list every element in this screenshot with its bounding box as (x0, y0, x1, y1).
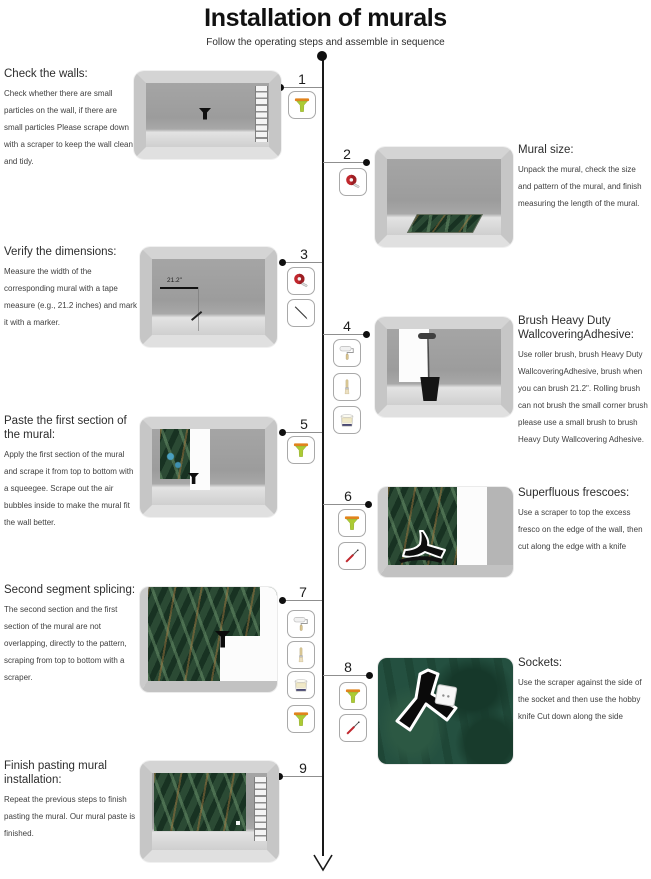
scraper-silhouette-icon (186, 471, 202, 487)
step-6-number: 6 (344, 488, 352, 504)
step-8-body: Use the scraper against the side of the socket and then use the hobby knife Cut down along the side (518, 678, 642, 721)
step-9-text (4, 759, 141, 842)
step-5-dot (279, 429, 286, 436)
step-4-dot (363, 331, 370, 338)
step-2-connector (323, 162, 367, 163)
step-3-connector (284, 262, 322, 263)
mural-roll (407, 214, 483, 233)
step-7-image (140, 587, 277, 692)
marker-mark (191, 311, 202, 321)
step-7-number: 7 (299, 584, 307, 600)
timeline-arrow-icon (311, 852, 335, 874)
step-2-image (375, 147, 513, 247)
roller-brush-icon (287, 610, 315, 638)
step-7-body: The second section and the first section of the mural are not overlapping, directly to the pattern, scraping from top to bottom with a scraper. (4, 605, 127, 682)
squeegee-icon (287, 436, 315, 464)
scraper-silhouette-icon (196, 105, 214, 123)
roller-brush-icon (333, 339, 361, 367)
tape-measure-icon (339, 168, 367, 196)
timeline-start-dot (317, 51, 327, 61)
step-1-body: Check whether there are small particles on the wall, if there are small particles Please scrape down with a scraper to keep the wall clean and tidy. (4, 89, 133, 166)
finished-mural (154, 773, 246, 831)
tape-measure-icon (287, 267, 315, 295)
step-3-number: 3 (300, 246, 308, 262)
squeegee-icon (288, 91, 316, 119)
step-6-connector (323, 504, 368, 505)
step-4-number: 4 (343, 318, 351, 334)
step-4-text (518, 314, 651, 448)
step-9-body: Repeat the previous steps to finish pasting the mural. Our mural paste is finished. (4, 795, 136, 838)
step-8-image (378, 658, 513, 764)
dimension-line (160, 287, 198, 289)
step-4-connector (323, 334, 367, 335)
step-3-dot (279, 259, 286, 266)
step-6-text (518, 486, 651, 555)
ladder (254, 777, 267, 841)
step-7-connector (284, 600, 322, 601)
step-1-connector (281, 87, 322, 88)
scraper-silhouette-icon (384, 664, 494, 760)
adhesive-bucket-icon (333, 406, 361, 434)
step-9-heading: Finish pasting mural installation: (4, 760, 107, 786)
step-9-connector (281, 776, 322, 777)
step-5-text (4, 414, 139, 531)
step-9-image (140, 761, 279, 862)
step-3-heading: Verify the dimensions: (4, 246, 117, 258)
step-3-text (4, 245, 141, 331)
step-6-heading: Superfluous frescoes: (518, 487, 630, 499)
flat-brush-icon (333, 373, 361, 401)
socket (435, 684, 457, 706)
step-1-heading: Check the walls: (4, 68, 88, 80)
step-5-body: Apply the first section of the mural and scrape it from top to bottom with a squeegee. Scrape out the air bubbles inside to make the mural fit the wall better. (4, 450, 134, 527)
step-7-text (4, 583, 141, 686)
ladder (255, 86, 268, 142)
step-1-number: 1 (298, 71, 306, 87)
knife-icon (338, 542, 366, 570)
step-2-heading: Mural size: (518, 144, 574, 156)
step-5-image (140, 417, 277, 517)
scraper-silhouette-icon (213, 628, 233, 650)
step-2-number: 2 (343, 146, 351, 162)
step-2-text (518, 143, 651, 212)
scraper-silhouette-icon (393, 529, 469, 565)
step-5-number: 5 (300, 416, 308, 432)
page-subtitle: Follow the operating steps and assemble in sequence (206, 37, 445, 48)
page-title: Installation of murals (204, 4, 447, 32)
squeegee-icon (338, 509, 366, 537)
step-5-connector (284, 432, 322, 433)
step-8-dot (366, 672, 373, 679)
flat-brush-icon (287, 641, 315, 669)
step-6-body: Use a scraper to top the excess fresco on the edge of the wall, then cut along the edge with a knife (518, 508, 643, 551)
adhesive-bucket-icon (287, 671, 315, 699)
step-1-text (4, 67, 137, 170)
step-2-dot (363, 159, 370, 166)
timeline-line (322, 56, 324, 856)
step-8-number: 8 (344, 659, 352, 675)
step-6-image (378, 487, 513, 577)
step-3-body: Measure the width of the corresponding mural with a tape measure (e.g., 21.2 inches) and mark it with a marker. (4, 267, 137, 327)
step-6-dot (365, 501, 372, 508)
step-4-image (375, 317, 513, 417)
paint-bucket (419, 377, 441, 401)
knife-icon (339, 714, 367, 742)
dimension-label: 21.2" (167, 277, 182, 284)
step-7-dot (279, 597, 286, 604)
step-8-heading: Sockets: (518, 657, 563, 669)
step-4-body: Use roller brush, brush Heavy Duty WallcoveringAdhesive, brush when you can brush 21.2". Rolling brush can not brush the small corner brush please use a small brush to brush Heavy Duty Wallcovering Adhesive. (518, 350, 648, 444)
step-5-heading: Paste the first section of the mural: (4, 415, 127, 441)
step-2-body: Unpack the mural, check the size and pattern of the mural, and finish measuring the length of the mural. (518, 165, 642, 208)
squeegee-icon (339, 682, 367, 710)
dimension-guide-line (198, 287, 199, 331)
marker-icon (287, 299, 315, 327)
step-7-heading: Second segment splicing: (4, 584, 136, 596)
step-4-heading: Brush Heavy Duty WallcoveringAdhesive: (518, 315, 634, 341)
step-8-connector (323, 675, 369, 676)
step-8-text (518, 656, 651, 725)
step-1-image (134, 71, 281, 159)
step-9-number: 9 (299, 760, 307, 776)
squeegee-icon (287, 705, 315, 733)
step-3-image (140, 247, 277, 347)
